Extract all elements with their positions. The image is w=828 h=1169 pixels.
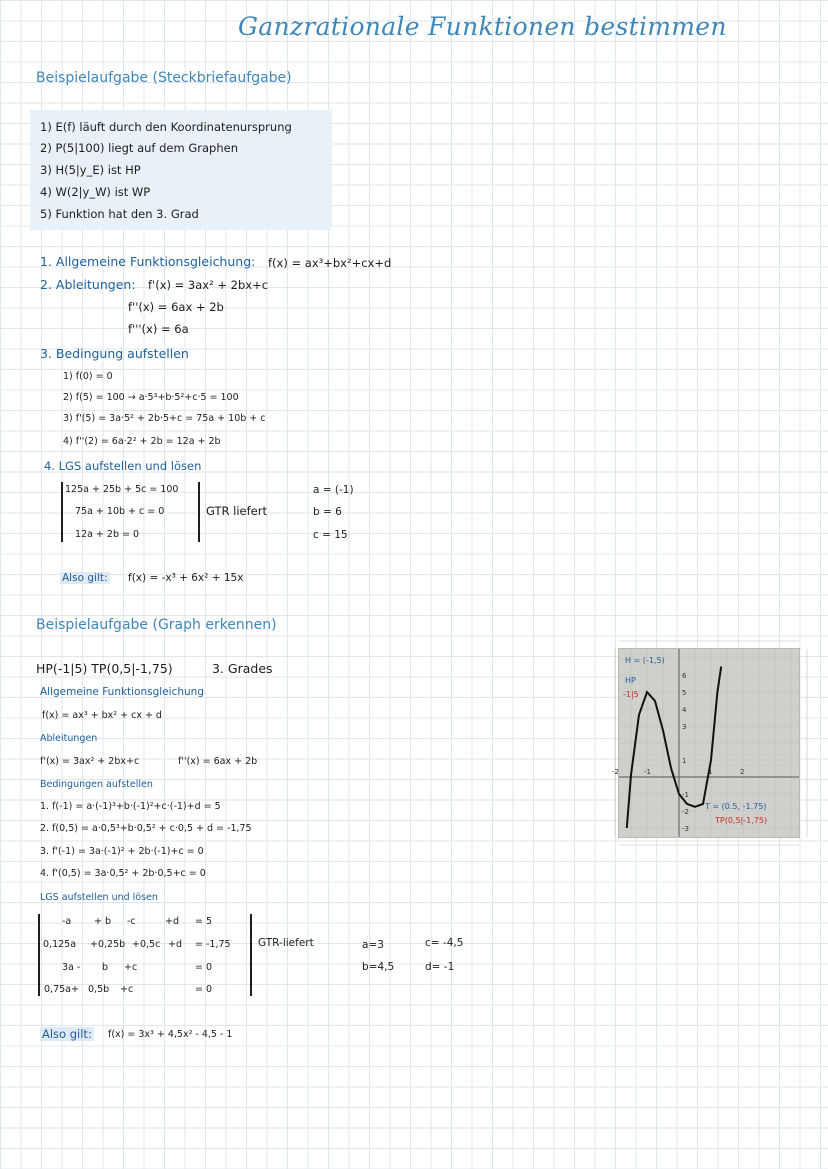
derivative-2-2: f''(x) = 6ax + 2b bbox=[178, 756, 258, 767]
final-equation-2: f(x) = 3x³ + 4,5x² - 4,5 - 1 bbox=[108, 1029, 233, 1040]
lgs2-cell: 0,75a+ bbox=[44, 984, 79, 995]
x-tick-label: 1 bbox=[708, 768, 713, 776]
general-equation-label: Allgemeine Funktionsgleichung bbox=[40, 686, 205, 698]
condition-4: 4) W(2|y_W) ist WP bbox=[40, 185, 151, 199]
condition-equation-2: 2) f(5) = 100 → a·5³+b·5²+c·5 = 100 bbox=[63, 392, 239, 403]
condition-2-4: 4. f'(0,5) = 3a·0,5² + 2b·0,5+c = 0 bbox=[40, 868, 206, 879]
condition-2: 2) P(5|100) liegt auf dem Graphen bbox=[40, 141, 239, 155]
lgs2-cell: -c bbox=[127, 916, 136, 927]
condition-1: 1) E(f) läuft durch den Koordinatenursprung bbox=[40, 120, 292, 134]
result-a-2: a=3 bbox=[362, 939, 384, 951]
y-tick-label: -2 bbox=[682, 808, 689, 816]
final-equation-1: f(x) = -x³ + 6x² + 15x bbox=[128, 572, 244, 584]
lgs2-cell: = 0 bbox=[195, 962, 213, 973]
lgs2-cell: + b bbox=[94, 916, 112, 927]
lgs2-cell: = 5 bbox=[195, 916, 213, 927]
lgs2-cell: 3a - bbox=[62, 962, 81, 973]
condition-equation-4: 4) f''(2) = 6a·2² + 2b = 12a + 2b bbox=[63, 436, 221, 447]
result-a-1: a = (-1) bbox=[313, 484, 354, 496]
derivative-3: f'''(x) = 6a bbox=[128, 322, 189, 336]
lgs2-cell: 0,125a bbox=[43, 939, 77, 950]
gtr-liefert-2: GTR-liefert bbox=[258, 937, 314, 949]
tp-label: T = (0.5, -1.75) bbox=[705, 802, 767, 811]
condition-equation-1: 1) f(0) = 0 bbox=[63, 371, 113, 382]
hp-label: H = (-1,5) bbox=[625, 656, 665, 665]
y-tick-label: 5 bbox=[682, 689, 687, 697]
lgs1-row-3: 12a + 2b = 0 bbox=[75, 529, 140, 540]
hp-note: HP bbox=[625, 676, 636, 685]
lgs2-left-bar bbox=[38, 914, 40, 996]
lgs2-right-bar bbox=[250, 914, 252, 996]
lgs2-cell: +c bbox=[124, 962, 138, 973]
tp-note: TP(0,5|-1,75) bbox=[715, 816, 768, 825]
condition-3: 3) H(5|y_E) ist HP bbox=[40, 163, 141, 177]
result-c-2: c= -4,5 bbox=[425, 937, 464, 949]
condition-2-1: 1. f(-1) = a·(-1)³+b·(-1)²+c·(-1)+d = 5 bbox=[40, 801, 221, 812]
step2-label: 2. Ableitungen: bbox=[40, 277, 136, 292]
turning-points: HP(-1|5) TP(0,5|-1,75) bbox=[36, 661, 173, 676]
page-title: Ganzrationale Funktionen bestimmen bbox=[238, 12, 727, 41]
also-gilt-label-1: Also gilt: bbox=[62, 572, 108, 584]
y-tick-label: 3 bbox=[682, 723, 687, 731]
lgs2-cell: +0,5c bbox=[132, 939, 161, 950]
lgs1-left-bar bbox=[61, 482, 63, 542]
lgs2-cell: +d bbox=[165, 916, 179, 927]
derivative-2: f''(x) = 6ax + 2b bbox=[128, 300, 224, 314]
result-c-1: c = 15 bbox=[313, 529, 348, 541]
graph-plot bbox=[612, 649, 799, 837]
result-b-2: b=4,5 bbox=[362, 961, 395, 973]
derivatives-label: Ableitungen bbox=[40, 733, 98, 744]
example1-heading: Beispielaufgabe (Steckbriefaufgabe) bbox=[36, 70, 292, 86]
step4-label: 4. LGS aufstellen und lösen bbox=[44, 459, 202, 473]
y-tick-label: -1 bbox=[682, 791, 689, 799]
y-tick-label: 4 bbox=[682, 706, 687, 714]
y-tick-label: -3 bbox=[682, 825, 689, 833]
lgs2-cell: b bbox=[102, 962, 109, 973]
x-tick-label: 2 bbox=[740, 768, 745, 776]
condition-2-3: 3. f'(-1) = 3a·(-1)² + 2b·(-1)+c = 0 bbox=[40, 846, 204, 857]
conditions-label-2: Bedingungen aufstellen bbox=[40, 779, 153, 790]
condition-equation-3: 3) f'(5) = 3a·5² + 2b·5+c = 75a + 10b + c bbox=[63, 413, 266, 424]
condition-2-2: 2. f(0,5) = a·0,5³+b·0,5² + c·0,5 + d = -1,75 bbox=[40, 823, 252, 834]
lgs2-cell: = -1,75 bbox=[195, 939, 231, 950]
lgs-label-2: LGS aufstellen und lösen bbox=[40, 892, 158, 903]
example2-heading: Beispielaufgabe (Graph erkennen) bbox=[36, 617, 277, 633]
lgs1-row-1: 125a + 25b + 5c = 100 bbox=[65, 484, 179, 495]
lgs1-row-2: 75a + 10b + c = 0 bbox=[75, 506, 165, 517]
step1-label: 1. Allgemeine Funktionsgleichung: bbox=[40, 254, 256, 269]
lgs2-cell: +0,25b bbox=[90, 939, 126, 950]
also-gilt-label-2: Also gilt: bbox=[42, 1027, 92, 1041]
derivative-1: f'(x) = 3ax² + 2bx+c bbox=[148, 278, 269, 292]
general-equation: f(x) = ax³ + bx² + cx + d bbox=[42, 710, 162, 721]
condition-5: 5) Funktion hat den 3. Grad bbox=[40, 207, 199, 221]
calculator-graph bbox=[612, 648, 800, 838]
y-tick-label: 6 bbox=[682, 672, 687, 680]
x-tick-label: -2 bbox=[612, 768, 619, 776]
lgs1-right-bar bbox=[198, 482, 200, 542]
result-b-1: b = 6 bbox=[313, 506, 342, 518]
lgs2-cell: +c bbox=[120, 984, 134, 995]
derivative-2-1: f'(x) = 3ax² + 2bx+c bbox=[40, 756, 140, 767]
gtr-liefert-1: GTR liefert bbox=[206, 504, 267, 518]
hp-point: -1|5 bbox=[623, 690, 639, 699]
lgs2-cell: = 0 bbox=[195, 984, 213, 995]
lgs2-cell: 0,5b bbox=[88, 984, 110, 995]
lgs2-cell: -a bbox=[62, 916, 72, 927]
step3-label: 3. Bedingung aufstellen bbox=[40, 346, 189, 361]
lgs2-cell: +d bbox=[168, 939, 182, 950]
result-d-2: d= -1 bbox=[425, 961, 455, 973]
x-tick-label: -1 bbox=[644, 768, 651, 776]
step1-equation: f(x) = ax³+bx²+cx+d bbox=[268, 256, 392, 270]
degree: 3. Grades bbox=[212, 661, 273, 676]
y-tick-label: 1 bbox=[682, 757, 687, 765]
